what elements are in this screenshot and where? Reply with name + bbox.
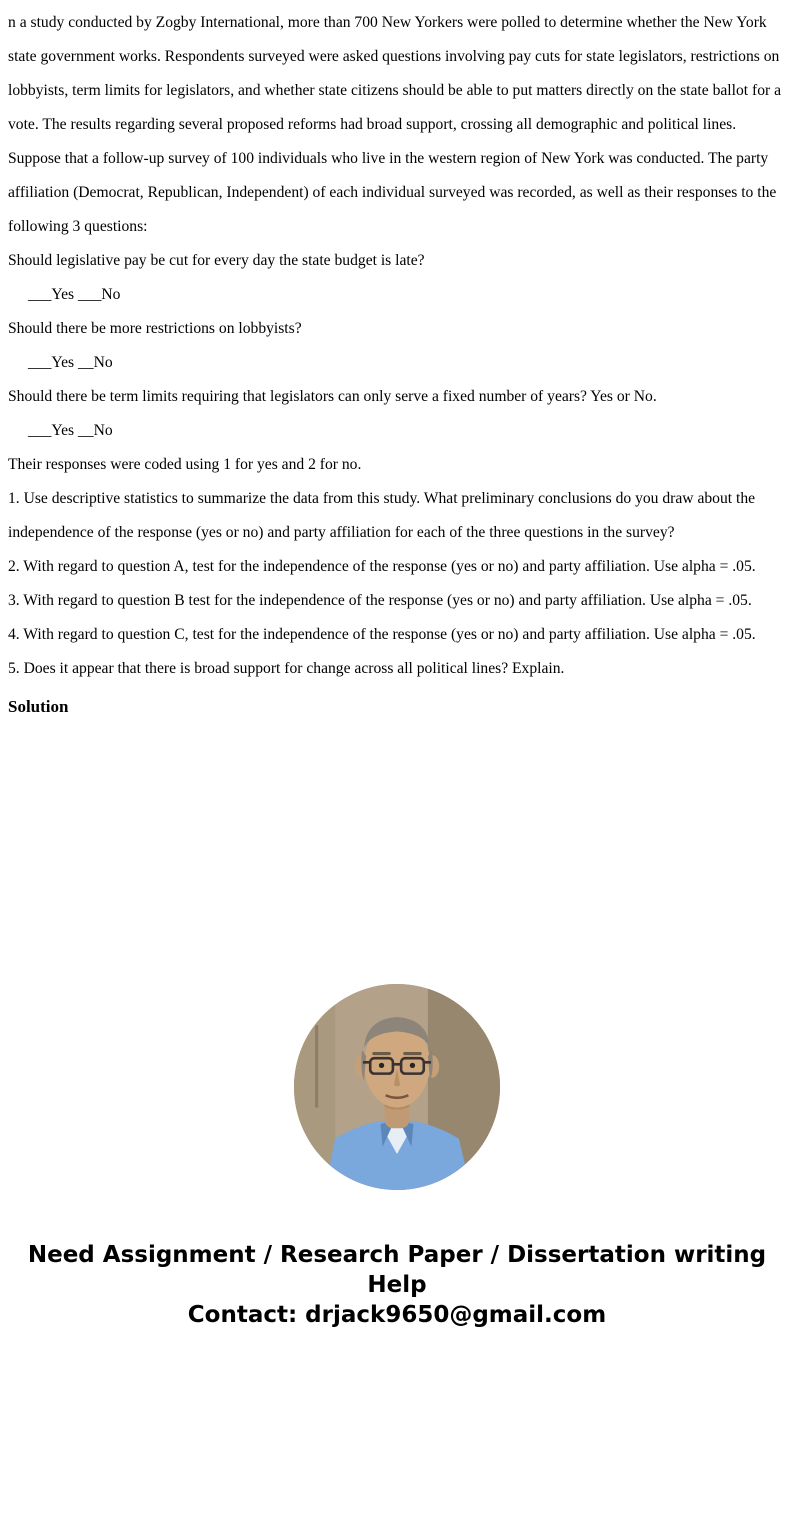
footer <box>0 1240 794 1330</box>
question-c-text: Should there be term limits requiring that legislators can only serve a fixed number of years? Yes or No. <box>8 388 657 405</box>
question-c-yesno: ___Yes __No <box>28 422 113 439</box>
task-5: 5. Does it appear that there is broad support for change across all political lines? Explain. <box>8 660 565 677</box>
coding-note: Their responses were coded using 1 for yes and 2 for no. <box>8 456 362 473</box>
question-a-text: Should legislative pay be cut for every day the state budget is late? <box>8 252 425 269</box>
footer-contact-email: Contact: drjack9650@gmail.com <box>187 1302 607 1328</box>
tutor-photo <box>294 984 500 1190</box>
footer-heading: Need Assignment / Research Paper / Dissertation writing Help <box>27 1242 767 1298</box>
task-3: 3. With regard to question B test for the independence of the response (yes or no) and party affiliation. Use alpha = .05. <box>8 592 752 609</box>
task-1: 1. Use descriptive statistics to summarize the data from this study. What preliminary conclusions do you draw about the independence of the response (yes or no) and party affiliation for each of the three questions in the survey? <box>8 490 756 541</box>
paragraph-followup-survey: Suppose that a follow-up survey of 100 individuals who live in the western region of New York was conducted. The party affiliation (Democrat, Republican, Independent) of each individual surveyed was recorded, as well as their responses to the following 3 questions: <box>8 150 777 235</box>
question-a-yesno: ___Yes ___No <box>28 286 121 303</box>
avatar-container <box>0 984 794 1190</box>
task-4: 4. With regard to question C, test for the independence of the response (yes or no) and party affiliation. Use alpha = .05. <box>8 626 756 643</box>
question-b-text: Should there be more restrictions on lobbyists? <box>8 320 302 337</box>
paragraph-intro: n a study conducted by Zogby International, more than 700 New Yorkers were polled to determine whether the New York state government works. Respondents surveyed were asked questions involving pay cuts for state legislators, restrictions on lobbyists, term limits for legislators, and whether state citizens should be able to put matters directly on the state ballot for a vote. The results regarding several proposed reforms had broad support, crossing all demographic and political lines. <box>8 14 782 133</box>
tutor-portrait-illustration <box>294 984 500 1190</box>
solution-heading: Solution <box>8 697 69 716</box>
document-body <box>0 0 794 686</box>
question-b-yesno: ___Yes __No <box>28 354 113 371</box>
task-2: 2. With regard to question A, test for the independence of the response (yes or no) and party affiliation. Use alpha = .05. <box>8 558 756 575</box>
